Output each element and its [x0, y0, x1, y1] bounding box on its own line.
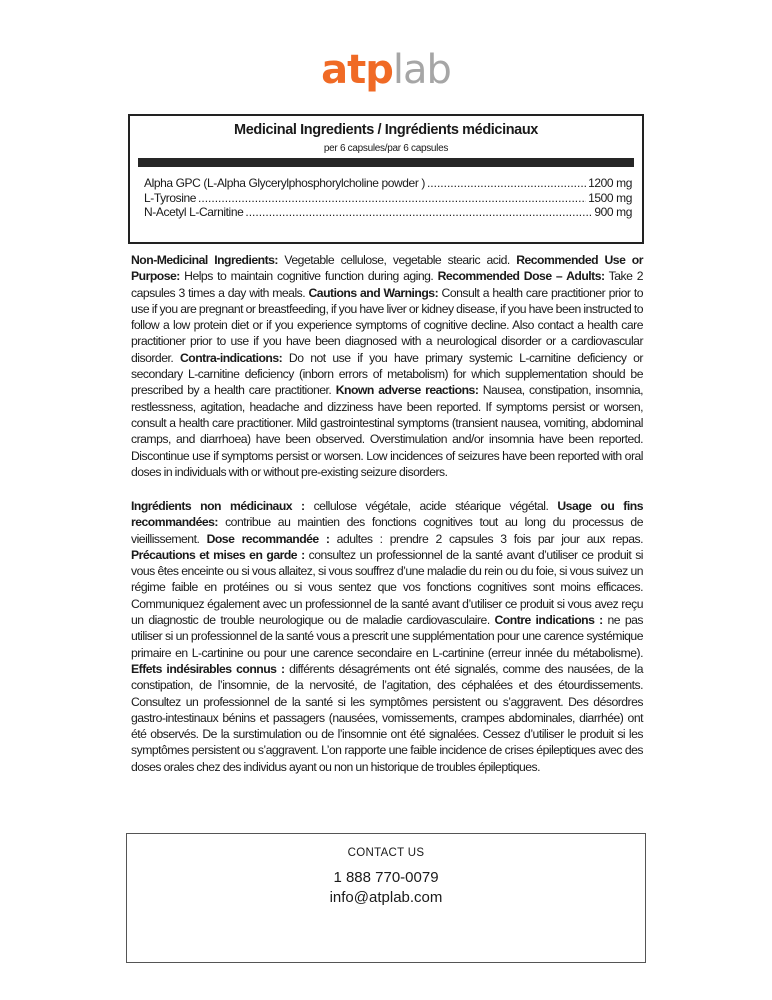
contact-panel: [126, 833, 646, 963]
leader-dots: [198, 191, 586, 206]
english-label-text: [131, 252, 643, 480]
ingredients-subtitle: per 6 capsules/par 6 capsules: [323, 143, 449, 154]
ingredient-name: Alpha GPC (L-Alpha Glycerylphosphorylcholine powder ): [144, 176, 425, 190]
cautions-label: Cautions and Warnings:: [308, 285, 439, 300]
nmi-label: Ingrédients non médicinaux :: [131, 499, 305, 513]
ingredient-amount: 1500 mg: [588, 190, 632, 205]
leader-dots: [245, 205, 592, 220]
ingredient-row-n-acetyl-l-carnitine: [144, 205, 632, 220]
ingredient-name: L-Tyrosine: [144, 190, 197, 205]
use-text: Helps to maintain cognitive function during aging.: [179, 269, 438, 284]
contact-heading: CONTACT US: [347, 847, 425, 859]
contra-text: ne pas utiliser si un professionnel de la santé vous a prescrit une supplémentation pour une carence systémique primaire en L-cartinine ou pour une carence secondaire en L-cartinine (erreur innée du métabolisme).: [131, 613, 643, 660]
contra-label: Contre indications :: [494, 613, 603, 628]
dose-text: Take 2 capsules 3 times a day with meals.: [131, 269, 643, 300]
ingredient-row-l-tyrosine: [144, 191, 632, 206]
use-label: Recommended Use or Purpose:: [131, 253, 643, 284]
adverse-text: Nausea, constipation, insomnia, restlessness, agitation, headache and dizziness have been reported. If symptoms persist or worsen, consult a health care practitioner. Mild gastrointestinal symptoms (transient nausea, vomiting, abdominal cramps, and diarrhoea) have been observed. Overstimulation and/or insomnia have been reported. Discontinue use if symptoms persist or worsen. Low incidences of seizures have been reported with oral doses in individuals with or without pre-existing seizure disorders.: [131, 383, 643, 479]
medicinal-ingredients-panel: [128, 114, 644, 244]
use-label: Usage ou fins recommandées:: [131, 499, 643, 530]
contact-email: info@atplab.com: [329, 889, 443, 906]
ingredient-row-alpha-gpc: [144, 176, 632, 191]
ingredients-list: [144, 176, 632, 220]
ingredient-name: N-Acetyl L-Carnitine: [144, 205, 244, 219]
ingredient-amount: 900 mg: [594, 205, 632, 219]
leader-dots: [427, 176, 586, 191]
dose-label: Recommended Dose – Adults:: [437, 269, 605, 284]
dose-text: adultes : prendre 2 capsules 3 fois par jour aux repas.: [329, 531, 643, 546]
ingredient-amount: 1200 mg: [588, 176, 632, 190]
cautions-text: consultez un professionnel de la santé avant d’utiliser ce produit si vous êtes enceinte ou si vous allaitez, si vous souffrez d’une maladie du rein ou du foie, si vous suivez un régime faible en protéines ou si vous sentez que vos fonctions cognitives sont moins efficaces. Communiquez également avec un professionnel de la santé avant d’utiliser ce produit si vous avez reçu un diagnostic de trouble neurologique ou de maladie cardiovasculaire.: [131, 547, 644, 628]
cautions-text: Consult a health care practitioner prior to use if you are pregnant or breastfeeding, if you have liver or kidney disease, if you have been instructed to follow a low protein diet or if you experience symptoms of cognitive decline. Also contact a health care practitioner prior to use if you have been diagnosed with a neurological disorder or a cardiovascular disorder.: [131, 285, 644, 365]
contra-text: Do not use if you have primary systemic L-carnitine deficiency or secondary L-carnitine deficiency (inborn errors of metabolism) for which supplementation should be prescribed by a health care practitioner.: [131, 350, 643, 398]
adverse-text: différents désagréments ont été signalés, comme des nausées, de la constipation, de l’insomnie, de la nervosité, de l’agitation, des céphalées et des étourdissements. Consultez un professionnel de la santé si les symptômes persistent ou s’aggravent. Des désordres gastro-intestinaux bénins et passagers (nausées, vomissements, crampes abdominales, diarrhée) ont été observés. De la surstimulation ou de l’insomnie ont été signalées. Cessez d’utiliser le produit si les symptômes persistent ou s’aggravent. L’on rapporte une faible incidence de crises épileptiques avec des doses orales chez des individus ayant ou non un historique de troubles épileptiques.: [131, 661, 644, 774]
logo-lab: lab: [392, 47, 451, 93]
dose-label: Dose recommandée :: [206, 531, 330, 546]
cautions-label: Précautions et mises en garde :: [131, 547, 305, 562]
ingredients-title: Medicinal Ingredients / Ingrédients médicinaux: [234, 122, 538, 138]
nmi-text: Vegetable cellulose, vegetable stearic acid.: [277, 253, 517, 267]
nmi-label: Non-Medicinal Ingredients:: [131, 253, 278, 267]
french-label-text: [131, 498, 643, 775]
contact-phone: 1 888 770-0079: [333, 869, 439, 886]
adverse-label: Known adverse reactions:: [335, 383, 479, 398]
use-text: contribue au maintien des fonctions cognitives tout au long du processus de vieillissement.: [131, 515, 643, 546]
logo-atp: atp: [321, 47, 393, 93]
nmi-text: cellulose végétale, acide stéarique végétal.: [304, 499, 558, 513]
contra-label: Contra-indications:: [179, 350, 283, 365]
ingredients-divider-bar: [138, 158, 634, 167]
atplab-logo: [0, 48, 772, 92]
adverse-label: Effets indésirables connus :: [131, 661, 285, 676]
